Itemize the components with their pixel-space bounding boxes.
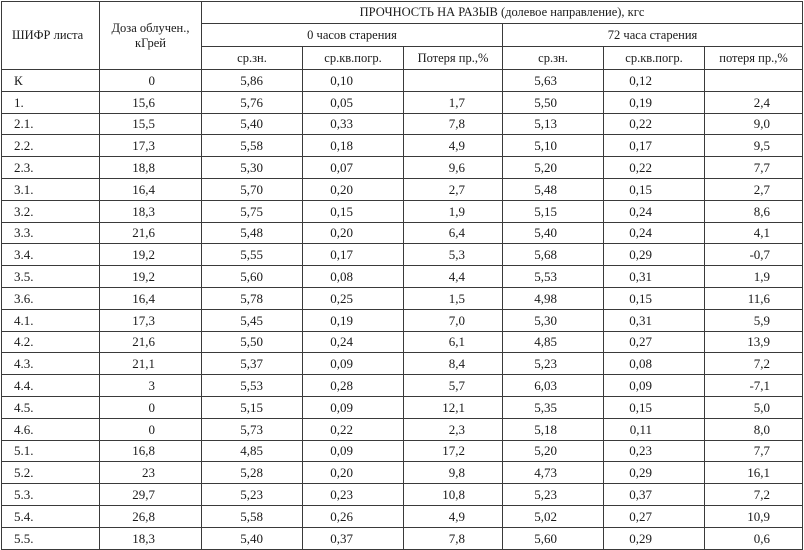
cell-mean-0: 5,30 [202, 157, 303, 179]
table-row [2, 91, 803, 113]
cell-sd-0: 0,07 [303, 157, 404, 179]
cell-mean-0: 5,45 [202, 309, 303, 331]
cell-loss-0: 10,8 [404, 484, 503, 506]
cell-dose: 3 [100, 375, 202, 397]
cell-dose: 15,6 [100, 91, 202, 113]
cell-mean-72: 5,35 [503, 396, 604, 418]
cell-sd-0: 0,23 [303, 484, 404, 506]
cell-mean-72: 4,85 [503, 331, 604, 353]
cell-mean-72: 5,48 [503, 178, 604, 200]
cell-sd-0: 0,20 [303, 462, 404, 484]
cell-sd-72: 0,37 [604, 484, 705, 506]
cell-cipher: 4.4. [2, 375, 100, 397]
table-row [2, 331, 803, 353]
cell-sd-0: 0,17 [303, 244, 404, 266]
cell-mean-0: 5,58 [202, 505, 303, 527]
cell-loss-0: 4,9 [404, 135, 503, 157]
cell-dose: 17,3 [100, 135, 202, 157]
cell-loss-72: 8,6 [705, 200, 803, 222]
cell-loss-72: 0,6 [705, 527, 803, 549]
cell-loss-0: 4,9 [404, 505, 503, 527]
cell-mean-72: 5,30 [503, 309, 604, 331]
cell-sd-72: 0,08 [604, 353, 705, 375]
cell-mean-0: 5,40 [202, 527, 303, 549]
cell-sd-72: 0,29 [604, 462, 705, 484]
cell-mean-0: 5,28 [202, 462, 303, 484]
cell-sd-0: 0,19 [303, 309, 404, 331]
cell-sd-0: 0,09 [303, 440, 404, 462]
cell-loss-0: 2,7 [404, 178, 503, 200]
cell-loss-72: 7,7 [705, 440, 803, 462]
cell-loss-0: 9,6 [404, 157, 503, 179]
cell-mean-0: 5,60 [202, 266, 303, 288]
cell-sd-0: 0,10 [303, 70, 404, 92]
cell-loss-0: 7,8 [404, 527, 503, 549]
cell-sd-0: 0,28 [303, 375, 404, 397]
cell-cipher: 4.1. [2, 309, 100, 331]
cell-cipher: 3.2. [2, 200, 100, 222]
cell-mean-0: 5,53 [202, 375, 303, 397]
cell-loss-0: 5,7 [404, 375, 503, 397]
cell-loss-0: 2,3 [404, 418, 503, 440]
cell-sd-72: 0,15 [604, 178, 705, 200]
table-row [2, 178, 803, 200]
header-aging-0: 0 часов старения [202, 24, 503, 47]
table-row [2, 287, 803, 309]
table-row [2, 375, 803, 397]
table-row [2, 353, 803, 375]
table-row [2, 157, 803, 179]
cell-loss-72: 2,4 [705, 91, 803, 113]
cell-sd-0: 0,25 [303, 287, 404, 309]
cell-dose: 21,6 [100, 222, 202, 244]
cell-sd-72: 0,22 [604, 157, 705, 179]
table-header [2, 2, 803, 70]
cell-mean-0: 5,40 [202, 113, 303, 135]
cell-sd-0: 0,33 [303, 113, 404, 135]
cell-sd-72: 0,15 [604, 287, 705, 309]
cell-sd-72: 0,29 [604, 244, 705, 266]
cell-loss-0: 8,4 [404, 353, 503, 375]
cell-cipher: 3.4. [2, 244, 100, 266]
cell-loss-0: 12,1 [404, 396, 503, 418]
cell-cipher: 4.2. [2, 331, 100, 353]
table-row [2, 505, 803, 527]
cell-mean-0: 4,85 [202, 440, 303, 462]
cell-loss-72: 11,6 [705, 287, 803, 309]
cell-loss-72: 1,9 [705, 266, 803, 288]
cell-mean-72: 5,40 [503, 222, 604, 244]
cell-loss-72: 5,9 [705, 309, 803, 331]
cell-sd-72: 0,24 [604, 222, 705, 244]
cell-dose: 21,1 [100, 353, 202, 375]
cell-loss-0: 1,5 [404, 287, 503, 309]
cell-mean-72: 5,20 [503, 440, 604, 462]
table-row [2, 527, 803, 549]
cell-sd-0: 0,08 [303, 266, 404, 288]
header-aging-72: 72 часа старения [503, 24, 803, 47]
cell-sd-72: 0,09 [604, 375, 705, 397]
cell-mean-72: 4,98 [503, 287, 604, 309]
cell-mean-72: 5,68 [503, 244, 604, 266]
cell-sd-0: 0,20 [303, 178, 404, 200]
cell-loss-0: 7,8 [404, 113, 503, 135]
cell-cipher: 3.3. [2, 222, 100, 244]
cell-sd-0: 0,18 [303, 135, 404, 157]
cell-dose: 17,3 [100, 309, 202, 331]
cell-cipher: 2.2. [2, 135, 100, 157]
cell-loss-0: 6,4 [404, 222, 503, 244]
table-row [2, 418, 803, 440]
cell-mean-0: 5,48 [202, 222, 303, 244]
cell-dose: 0 [100, 418, 202, 440]
cell-sd-0: 0,05 [303, 91, 404, 113]
cell-loss-72: 9,5 [705, 135, 803, 157]
cell-sd-72: 0,12 [604, 70, 705, 92]
cell-loss-0: 4,4 [404, 266, 503, 288]
cell-loss-0: 9,8 [404, 462, 503, 484]
cell-sd-72: 0,27 [604, 505, 705, 527]
cell-sd-0: 0,22 [303, 418, 404, 440]
cell-dose: 16,8 [100, 440, 202, 462]
cell-loss-0: 6,1 [404, 331, 503, 353]
cell-sd-72: 0,27 [604, 331, 705, 353]
cell-dose: 21,6 [100, 331, 202, 353]
cell-mean-72: 5,63 [503, 70, 604, 92]
cell-sd-72: 0,11 [604, 418, 705, 440]
cell-loss-72: 8,0 [705, 418, 803, 440]
cell-dose: 18,8 [100, 157, 202, 179]
cell-dose: 16,4 [100, 178, 202, 200]
cell-dose: 16,4 [100, 287, 202, 309]
cell-sd-0: 0,15 [303, 200, 404, 222]
cell-sd-72: 0,15 [604, 396, 705, 418]
cell-mean-0: 5,76 [202, 91, 303, 113]
cell-mean-72: 5,13 [503, 113, 604, 135]
cell-loss-0: 17,2 [404, 440, 503, 462]
cell-loss-72: 7,2 [705, 484, 803, 506]
cell-mean-0: 5,23 [202, 484, 303, 506]
cell-loss-72: -0,7 [705, 244, 803, 266]
cell-loss-72 [705, 70, 803, 92]
cell-cipher: 5.2. [2, 462, 100, 484]
cell-loss-72: 4,1 [705, 222, 803, 244]
cell-dose: 26,8 [100, 505, 202, 527]
cell-dose: 19,2 [100, 266, 202, 288]
cell-sd-72: 0,23 [604, 440, 705, 462]
cell-dose: 19,2 [100, 244, 202, 266]
table-row [2, 396, 803, 418]
header-dose: Доза облучен., кГрей [100, 2, 202, 70]
cell-loss-72: 7,2 [705, 353, 803, 375]
header-loss-72: потеря пр.,% [705, 47, 803, 70]
cell-mean-72: 5,53 [503, 266, 604, 288]
header-cipher: ШИФР листа [2, 2, 100, 70]
cell-mean-72: 5,20 [503, 157, 604, 179]
cell-mean-0: 5,73 [202, 418, 303, 440]
cell-loss-72: 5,0 [705, 396, 803, 418]
cell-mean-0: 5,78 [202, 287, 303, 309]
header-mean-72: ср.зн. [503, 47, 604, 70]
cell-mean-72: 5,18 [503, 418, 604, 440]
cell-loss-0: 1,9 [404, 200, 503, 222]
cell-loss-72: 9,0 [705, 113, 803, 135]
cell-sd-72: 0,31 [604, 309, 705, 331]
cell-dose: 18,3 [100, 200, 202, 222]
cell-loss-72: 7,7 [705, 157, 803, 179]
cell-mean-0: 5,50 [202, 331, 303, 353]
table-row [2, 266, 803, 288]
cell-mean-72: 5,50 [503, 91, 604, 113]
cell-mean-72: 5,02 [503, 505, 604, 527]
cell-sd-0: 0,24 [303, 331, 404, 353]
cell-mean-72: 5,60 [503, 527, 604, 549]
cell-mean-0: 5,86 [202, 70, 303, 92]
cell-mean-0: 5,58 [202, 135, 303, 157]
cell-loss-0 [404, 70, 503, 92]
cell-sd-72: 0,19 [604, 91, 705, 113]
table-row [2, 309, 803, 331]
cell-cipher: 4.5. [2, 396, 100, 418]
cell-sd-0: 0,26 [303, 505, 404, 527]
cell-dose: 0 [100, 396, 202, 418]
table-row [2, 440, 803, 462]
cell-loss-72: 13,9 [705, 331, 803, 353]
cell-cipher: 3.1. [2, 178, 100, 200]
cell-sd-72: 0,31 [604, 266, 705, 288]
cell-loss-0: 7,0 [404, 309, 503, 331]
cell-mean-0: 5,75 [202, 200, 303, 222]
table-row [2, 484, 803, 506]
cell-loss-72: -7,1 [705, 375, 803, 397]
cell-mean-72: 5,23 [503, 353, 604, 375]
cell-sd-0: 0,09 [303, 353, 404, 375]
header-mean-0: ср.зн. [202, 47, 303, 70]
cell-dose: 29,7 [100, 484, 202, 506]
table-row [2, 222, 803, 244]
cell-cipher: 5.4. [2, 505, 100, 527]
cell-mean-0: 5,37 [202, 353, 303, 375]
cell-cipher: 1. [2, 91, 100, 113]
cell-mean-72: 4,73 [503, 462, 604, 484]
cell-mean-72: 6,03 [503, 375, 604, 397]
cell-cipher: 5.5. [2, 527, 100, 549]
cell-dose: 23 [100, 462, 202, 484]
cell-sd-72: 0,29 [604, 527, 705, 549]
cell-sd-0: 0,09 [303, 396, 404, 418]
cell-cipher: 2.3. [2, 157, 100, 179]
table-row [2, 244, 803, 266]
cell-cipher: 4.3. [2, 353, 100, 375]
cell-loss-0: 5,3 [404, 244, 503, 266]
cell-cipher: 5.3. [2, 484, 100, 506]
cell-mean-0: 5,15 [202, 396, 303, 418]
cell-dose: 0 [100, 70, 202, 92]
cell-mean-0: 5,70 [202, 178, 303, 200]
cell-sd-72: 0,22 [604, 113, 705, 135]
cell-loss-72: 10,9 [705, 505, 803, 527]
cell-mean-0: 5,55 [202, 244, 303, 266]
table-row [2, 70, 803, 92]
cell-dose: 15,5 [100, 113, 202, 135]
cell-cipher: 5.1. [2, 440, 100, 462]
cell-mean-72: 5,10 [503, 135, 604, 157]
header-loss-0: Потеря пр.,% [404, 47, 503, 70]
header-sd-72: ср.кв.погр. [604, 47, 705, 70]
cell-cipher: 2.1. [2, 113, 100, 135]
table-row [2, 462, 803, 484]
table-row [2, 200, 803, 222]
cell-sd-72: 0,24 [604, 200, 705, 222]
header-sd-0: ср.кв.погр. [303, 47, 404, 70]
cell-mean-72: 5,23 [503, 484, 604, 506]
cell-loss-0: 1,7 [404, 91, 503, 113]
cell-cipher: 3.6. [2, 287, 100, 309]
cell-sd-72: 0,17 [604, 135, 705, 157]
table-row [2, 135, 803, 157]
cell-loss-72: 2,7 [705, 178, 803, 200]
cell-dose: 18,3 [100, 527, 202, 549]
cell-cipher: 3.5. [2, 266, 100, 288]
header-strength: ПРОЧНОСТЬ НА РАЗЫВ (долевое направление), кгс [202, 2, 803, 24]
cell-sd-0: 0,20 [303, 222, 404, 244]
cell-cipher: К [2, 70, 100, 92]
cell-mean-72: 5,15 [503, 200, 604, 222]
table-row [2, 113, 803, 135]
cell-loss-72: 16,1 [705, 462, 803, 484]
strength-table [1, 1, 803, 550]
cell-sd-0: 0,37 [303, 527, 404, 549]
table-body [2, 70, 803, 550]
cell-cipher: 4.6. [2, 418, 100, 440]
